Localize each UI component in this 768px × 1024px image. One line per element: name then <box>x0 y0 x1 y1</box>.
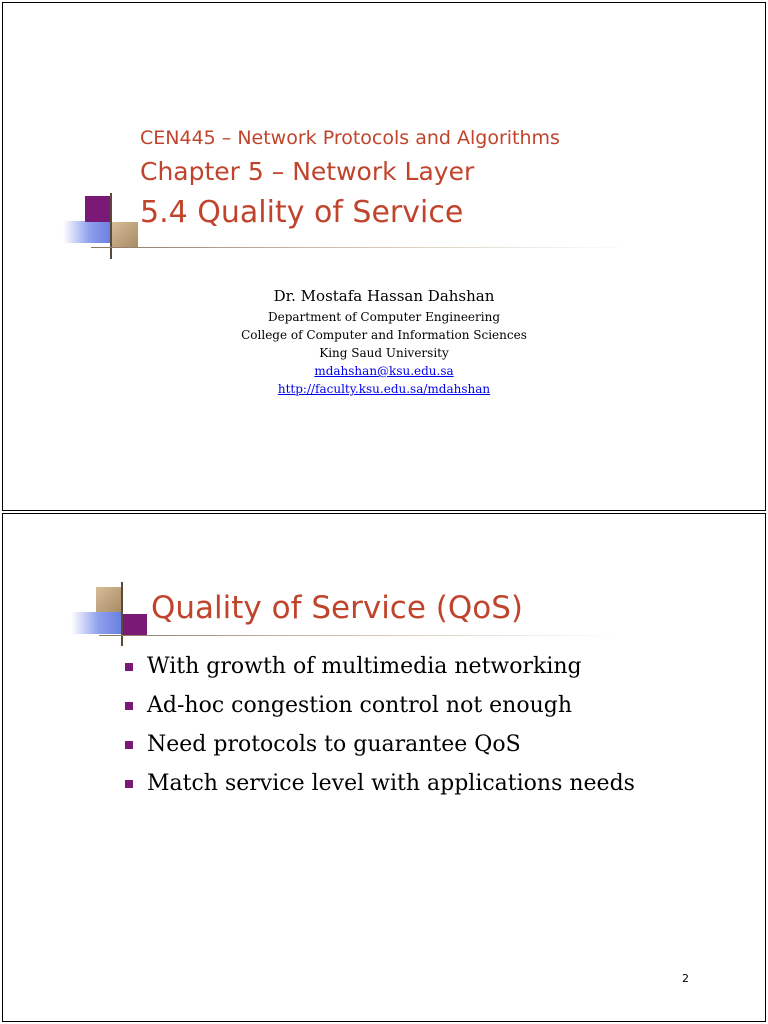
slide-2 <box>2 513 766 1022</box>
purple-square <box>123 614 147 636</box>
author-website-link[interactable]: http://faculty.ksu.edu.sa/mdahshan <box>277 382 491 396</box>
author-name: Dr. Mostafa Hassan Dahshan <box>273 287 495 305</box>
bullet-text: Need protocols to guarantee QoS <box>147 732 521 757</box>
author-university: King Saud University <box>319 346 449 360</box>
list-item <box>125 651 635 690</box>
author-block <box>3 287 765 398</box>
horizontal-rule <box>91 247 631 248</box>
slide-title: Quality of Service (QoS) <box>151 590 524 626</box>
section-title: 5.4 Quality of Service <box>140 195 464 230</box>
bullet-text: Match service level with applications needs <box>147 771 635 796</box>
course-title: CEN445 – Network Protocols and Algorithms <box>140 127 560 149</box>
chapter-title: Chapter 5 – Network Layer <box>140 157 475 186</box>
tan-square <box>112 222 138 247</box>
square-bullet-icon <box>125 702 133 710</box>
square-bullet-icon <box>125 663 133 671</box>
horizontal-rule <box>99 635 619 636</box>
vertical-rule <box>110 193 112 259</box>
list-item <box>125 768 635 807</box>
page-number: 2 <box>682 972 689 985</box>
bullet-text: Ad-hoc congestion control not enough <box>147 693 573 718</box>
blue-square <box>71 612 121 634</box>
vertical-rule <box>121 582 123 646</box>
list-item <box>125 690 635 729</box>
bullet-text: With growth of multimedia networking <box>147 654 582 679</box>
square-bullet-icon <box>125 780 133 788</box>
list-item <box>125 729 635 768</box>
author-college: College of Computer and Information Sciences <box>241 328 527 342</box>
bullet-list <box>125 651 635 807</box>
author-department: Department of Computer Engineering <box>267 310 501 324</box>
author-email-link[interactable]: mdahshan@ksu.edu.sa <box>314 364 454 378</box>
tan-square <box>96 587 122 612</box>
purple-square <box>85 196 111 222</box>
blue-square <box>63 221 111 243</box>
square-bullet-icon <box>125 741 133 749</box>
slide-1 <box>2 2 766 511</box>
